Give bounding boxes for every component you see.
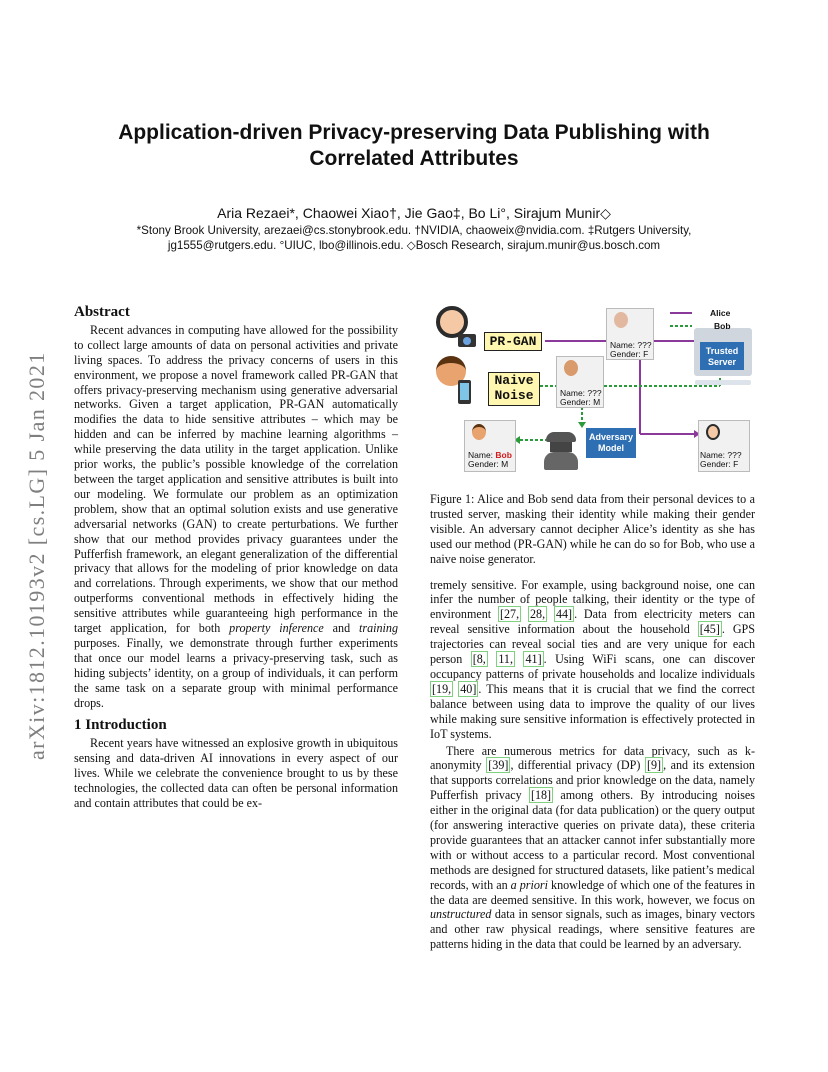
doc4-name: Name: ???: [700, 450, 742, 460]
citation-link[interactable]: 41]: [525, 652, 542, 667]
adversary-model-box: [586, 428, 636, 458]
abstract-text-part: Recent advances in computing have allowed for the possibility to collect large amounts of data on personal activities and private living spaces. To address the privacy concerns of users in this environment, we propose a novel framework called PR-GAN that offers privacy-preserving mechanism using generative adversarial networks. Given a target application, PR-GAN automatically modifies the data to hide sensitive attributes – which may be hidden and can be inferred by machine learning algorithms – while preserving the data utility in the target application. Unlike prior works, the public’s possible knowledge of the correlation between the target application and sensitive attributes is built into our modeling. We formulate our problem as an optimization problem, show that an optimal solution exists and use generative adversarial networks (GAN) to create perturbations. We further show that our method provides privacy guarantees under the Pufferfish framework, an elegant generalization of the differential privacy that allows for the modeling of prior knowledge on data and correlations. Through experiments, we show that our method outperforms conventional methods in effectively hiding the sensitive attributes while guaranteeing high performance in the target application, for both: [74, 322, 398, 636]
trusted-line-1: Trusted: [705, 346, 739, 356]
affiliations: [80, 223, 748, 253]
body-emphasis: unstructured: [430, 907, 492, 922]
trusted-line-2: Server: [707, 357, 737, 367]
body-text-part: . This means that it is crucial that we find the correct balance between using data to improve the quality of our lives while making sure sensitive information is effectively protected in IoT systems.: [430, 681, 755, 741]
abstract-emphasis: property inference: [229, 621, 324, 636]
adversary-line-2: Model: [598, 443, 624, 453]
doc1-gender: Gender: F: [610, 349, 649, 359]
citation-link[interactable]: [27,: [499, 607, 520, 622]
abstract-text-part: purposes. Finally, we demonstrate through further experiments that once our model learns a privacy-preserving task, such as hiding subjects’ identity, on a group of individuals, it can perform the same task on a separate group with minimal performance drops.: [74, 635, 398, 710]
phone-screen-icon: [460, 383, 469, 400]
camera-lens-icon: [463, 337, 471, 345]
right-column: [430, 492, 755, 952]
doc1-name: Name: ???: [610, 340, 652, 350]
citation-link[interactable]: 40]: [460, 681, 477, 696]
body-text-part: , differential privacy (DP): [510, 758, 645, 773]
doc4-gender: Gender: F: [700, 459, 739, 469]
abstract-heading: Abstract: [74, 304, 130, 320]
doc3-gender: Gender: M: [468, 459, 509, 469]
body-text-part: among others. By introducing noises either in the original data (for data publication) or the query output (for answering interactive queries on private data), these criteria provide guarantees that an attacker cannot infer substantially more with or without access to a particular record. Most conventional methods are designed for structured datasets, like patient’s medical records, with an: [430, 788, 755, 892]
body-paragraph-2: [430, 744, 755, 953]
legend-alice: Alice: [710, 308, 731, 318]
citation-link[interactable]: [8,: [472, 652, 486, 667]
introduction-paragraph: Recent years have witnessed an explosive growth in ubiquitous sensing and data-driven AI innovations in every aspect of our lives. While we celebrate the convenience brought to us by these technologies, the collected data can often be personal information and contain attributes that could be ex-: [74, 736, 398, 810]
doc2-gender: Gender: M: [560, 397, 601, 407]
body-text-part: . Data from electricity meters can reveal sensitive information about the household: [430, 607, 755, 637]
title-line-1: Application-driven Privacy-preserving Data Publishing with: [118, 121, 710, 144]
doc2-name: Name: ???: [560, 388, 602, 398]
spy-icon: [544, 432, 578, 472]
prgan-label: PR-GAN: [484, 332, 542, 351]
body-text-part: . GPS trajectories can reveal social ties and are very unique for each person: [430, 622, 756, 667]
alice-small-face-icon: [706, 424, 720, 440]
naive-noise-line-1: Naive: [494, 373, 534, 388]
body-text-part: . Using WiFi scans, one can discover occupancy patterns of private households and localize individuals: [430, 652, 755, 681]
doc3-name-bob: Bob: [495, 450, 512, 460]
introduction-heading: 1 Introduction: [74, 717, 167, 734]
arxiv-stamp-text: arXiv:1812.10193v2 [cs.LG] 5 Jan 2021: [24, 351, 49, 760]
legend-bob: Bob: [714, 321, 731, 331]
citation-link[interactable]: [19,: [432, 681, 452, 696]
left-column: [74, 305, 398, 811]
bob-small-face-icon: [472, 424, 486, 440]
body-text-part: , and its extension that supports correlations and prior knowledge on the data, namely Pufferfish privacy: [430, 758, 755, 803]
body-emphasis: a priori: [510, 877, 548, 892]
arxiv-identifier-stamp: [17, 300, 57, 760]
affiliation-line-1: *Stony Brook University, arezaei@cs.stonybrook.edu. †NVIDIA, chaoweix@nvidia.com. ‡Rutgers University,: [136, 224, 692, 237]
figure-1: [430, 302, 758, 480]
noisy-face-icon: [564, 360, 578, 376]
abstract-text-part: and: [323, 621, 360, 636]
title-line-2: Correlated Attributes: [309, 147, 519, 170]
adversary-line-1: Adversary: [588, 432, 634, 442]
body-text-part: There are numerous metrics for data privacy, such as k-anonymity: [430, 743, 755, 773]
affiliation-line-2: jg1555@rutgers.edu. °UIUC, lbo@illinois.edu. ◇Bosch Research, sirajum.munir@us.bosch.com: [167, 239, 661, 252]
doc3-name-prefix: Name:: [468, 450, 496, 460]
citation-link[interactable]: 44]: [555, 607, 573, 622]
citation-link[interactable]: [45]: [699, 622, 720, 637]
paper-title: [80, 120, 748, 172]
citation-link[interactable]: 28,: [529, 607, 546, 622]
citation-link[interactable]: 11,: [498, 652, 513, 667]
body-text-part: knowledge of which one of the features in the data are deemed sensitive. In this work, however, we focus on: [430, 877, 755, 907]
body-paragraph-1: [430, 578, 755, 742]
citation-link[interactable]: [18]: [530, 788, 552, 803]
abstract-paragraph: [74, 323, 398, 711]
naive-noise-line-2: Noise: [494, 388, 534, 403]
citation-link[interactable]: [9]: [646, 758, 662, 773]
body-text-part: tremely sensitive. For example, using background noise, one can infer the number of people talking, their identity or the type of environment: [430, 577, 755, 622]
body-text-part: data in sensor signals, such as images, binary vectors and other raw physical readings, where sensitive features are patterns hiding in the data that could be learned by an adversary.: [430, 907, 755, 952]
trusted-server-box: [700, 342, 744, 370]
naive-noise-label: [488, 372, 540, 406]
blurred-face-icon: [614, 312, 628, 328]
author-list: Aria Rezaei*, Chaowei Xiao†, Jie Gao‡, Bo Li°, Sirajum Munir◇: [217, 205, 611, 221]
figure-caption: Figure 1: Alice and Bob send data from their personal devices to a trusted server, masking their identity while making their gender visible. An adversary cannot decipher Alice’s identity as she has used our method (PR-GAN) while he can do so for Bob, who use a naive noise generator.: [430, 492, 755, 566]
citation-link[interactable]: [39]: [488, 758, 509, 773]
abstract-emphasis: training: [359, 621, 398, 636]
